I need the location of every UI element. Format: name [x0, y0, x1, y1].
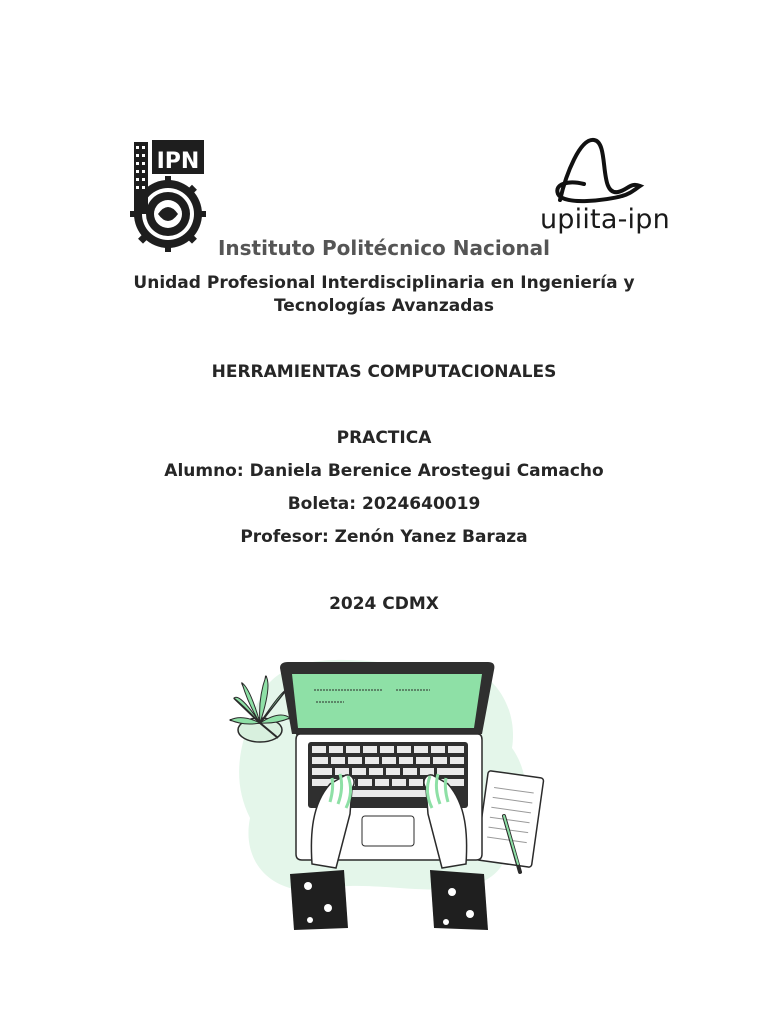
- unit-name: [0, 272, 768, 318]
- upiita-logo: [536, 134, 670, 238]
- date-place: 2024 CDMX: [329, 594, 439, 614]
- notepad-icon: [476, 771, 544, 872]
- unit-name-line2: Tecnologías Avanzadas: [273, 296, 495, 316]
- subject-title: HERRAMIENTAS COMPUTACIONALES: [211, 362, 557, 382]
- student-id: Boleta: 2024640019: [287, 494, 481, 514]
- svg-text:IPN: IPN: [156, 149, 200, 174]
- laptop-typing-illustration: [220, 638, 550, 930]
- practice-label: PRACTICA: [336, 428, 432, 448]
- upiita-wordmark: upiita-ipn: [540, 204, 670, 235]
- unit-name-line1: Unidad Profesional Interdisciplinaria en Ingeniería y: [133, 273, 635, 293]
- professor-name: Profesor: Zenón Yanez Baraza: [240, 527, 528, 547]
- institution-name: Instituto Politécnico Nacional: [217, 236, 551, 260]
- student-name: Alumno: Daniela Berenice Arostegui Camacho: [164, 461, 604, 481]
